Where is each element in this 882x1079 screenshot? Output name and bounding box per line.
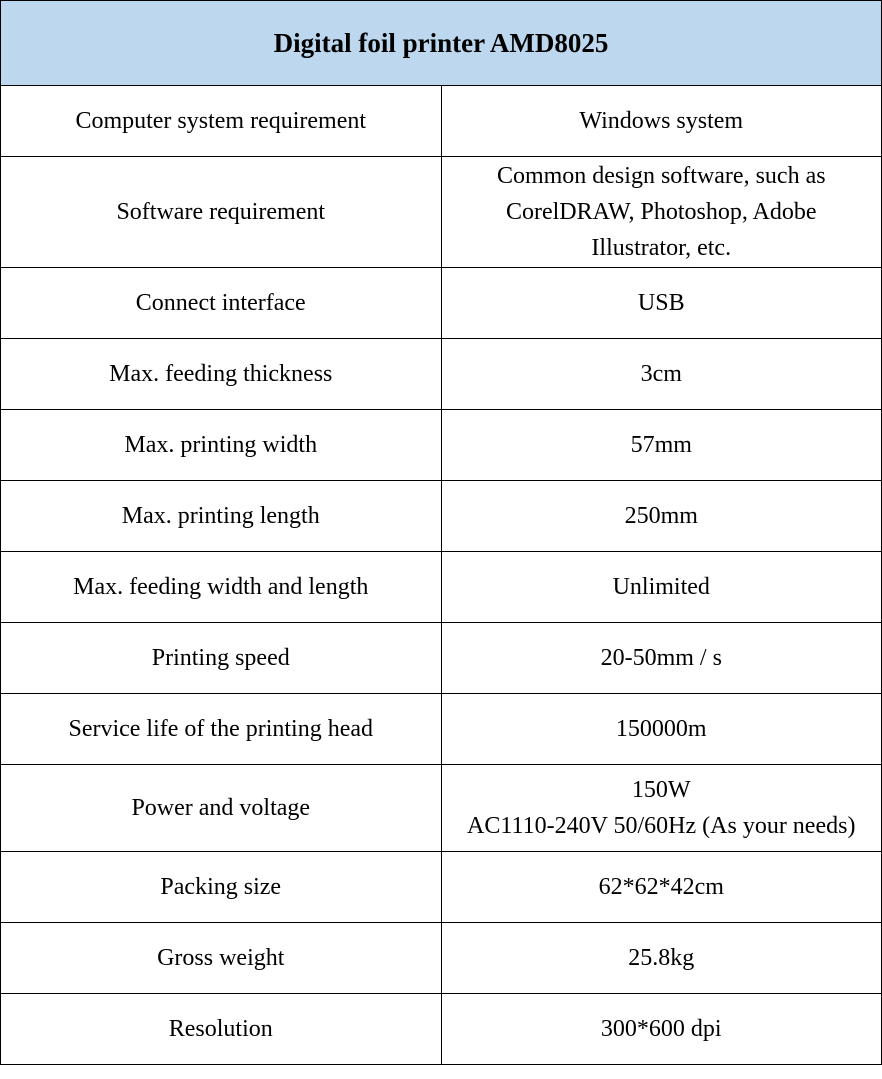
spec-value	[441, 694, 882, 765]
spec-value-line: Windows system	[579, 108, 744, 134]
spec-label: Computer system requirement	[1, 86, 442, 157]
spec-value-line: 62*62*42cm	[598, 874, 724, 900]
spec-row	[1, 339, 882, 410]
spec-value-line: 20-50mm / s	[600, 645, 722, 671]
spec-row	[1, 86, 882, 157]
spec-value-line: AC1110-240V 50/60Hz (As your needs)	[467, 813, 856, 839]
spec-value-line: 25.8kg	[628, 945, 695, 971]
spec-value-line: 150W	[631, 777, 691, 803]
spec-row	[1, 923, 882, 994]
spec-row	[1, 994, 882, 1065]
spec-value-line: 300*600 dpi	[600, 1016, 722, 1042]
spec-label: Packing size	[1, 852, 442, 923]
spec-value	[441, 86, 882, 157]
spec-value-line: Common design software, such as	[496, 163, 826, 189]
spec-value	[441, 157, 882, 268]
spec-label: Max. feeding thickness	[1, 339, 442, 410]
spec-label: Max. feeding width and length	[1, 552, 442, 623]
spec-value-line: USB	[637, 290, 685, 316]
spec-value-line: Unlimited	[612, 574, 710, 600]
spec-value	[441, 410, 882, 481]
spec-value-line: 3cm	[640, 361, 682, 387]
spec-row	[1, 481, 882, 552]
spec-label: Power and voltage	[1, 765, 442, 852]
spec-value-line: 150000m	[615, 716, 707, 742]
spec-value	[441, 852, 882, 923]
spec-label: Printing speed	[1, 623, 442, 694]
spec-label: Max. printing length	[1, 481, 442, 552]
spec-row	[1, 410, 882, 481]
spec-row	[1, 268, 882, 339]
spec-value	[441, 923, 882, 994]
spec-value-line: 250mm	[624, 503, 698, 529]
spec-value-line: Illustrator, etc.	[591, 235, 732, 261]
table-header-row	[1, 1, 882, 86]
spec-value	[441, 994, 882, 1065]
spec-value	[441, 339, 882, 410]
spec-value-line: CorelDRAW, Photoshop, Adobe	[505, 199, 817, 225]
spec-row	[1, 694, 882, 765]
spec-label: Software requirement	[1, 157, 442, 268]
spec-label: Max. printing width	[1, 410, 442, 481]
spec-value	[441, 268, 882, 339]
spec-value-line: 57mm	[630, 432, 692, 458]
spec-value	[441, 552, 882, 623]
spec-label: Resolution	[1, 994, 442, 1065]
spec-row	[1, 765, 882, 852]
spec-label: Connect interface	[1, 268, 442, 339]
spec-value	[441, 481, 882, 552]
spec-row	[1, 552, 882, 623]
spec-label: Service life of the printing head	[1, 694, 442, 765]
spec-label: Gross weight	[1, 923, 442, 994]
spec-row	[1, 623, 882, 694]
table-title: Digital foil printer AMD8025	[1, 1, 882, 86]
spec-value	[441, 623, 882, 694]
spec-value	[441, 765, 882, 852]
spec-row	[1, 852, 882, 923]
spec-row	[1, 157, 882, 268]
